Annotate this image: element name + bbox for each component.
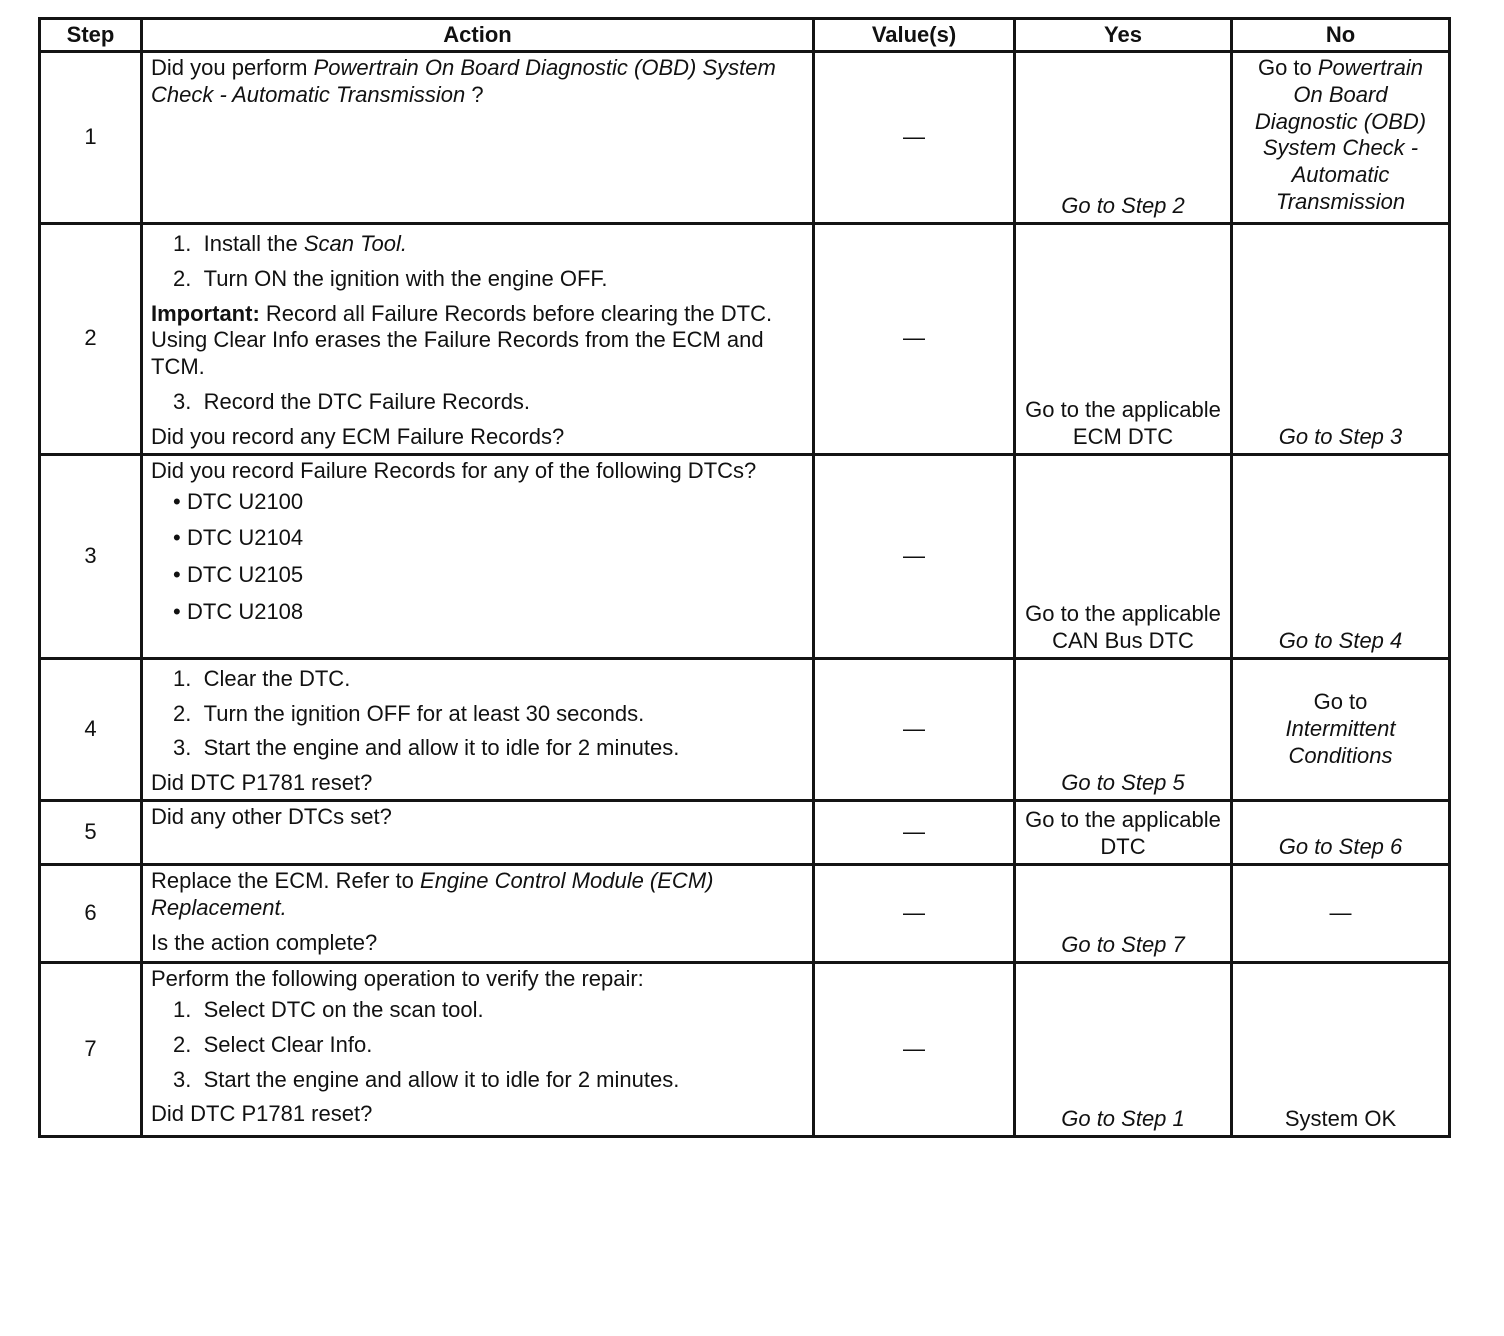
action-cell (142, 865, 814, 963)
important-note (151, 301, 804, 381)
action-cell (142, 658, 814, 800)
procedure-reference: Intermittent Conditions (1285, 716, 1396, 768)
action-text: Replace the ECM. Refer to Engine Control Module (ECM) Replacement. (151, 868, 714, 920)
action-cell (142, 963, 814, 1137)
action-text: ? (465, 81, 484, 107)
list-item: • DTC U2108 (173, 599, 304, 625)
header-action: Action (142, 19, 814, 52)
value-cell: — (814, 658, 1015, 800)
step-number: 2 (40, 224, 142, 455)
table-row (40, 801, 1450, 865)
action-question: Did DTC P1781 reset? (151, 1101, 373, 1127)
yes-cell: Go to the applicable ECM DTC (1015, 224, 1232, 455)
diagnostic-table (38, 17, 1451, 1138)
step-number: 5 (40, 801, 142, 865)
bullet-icon: • (173, 599, 181, 625)
yes-cell: Go to the applicable CAN Bus DTC (1015, 454, 1232, 658)
important-text: Record all Failure Records before clearing the DTC. Using Clear Info erases the Failure Records from the ECM and TCM. (151, 300, 773, 380)
yes-cell: Go to Step 7 (1015, 865, 1232, 963)
action-steps-list (151, 231, 804, 293)
header-yes: Yes (1015, 19, 1232, 52)
list-item: 1. Install the Scan Tool. (173, 231, 408, 256)
action-steps-list (151, 666, 804, 762)
list-item: 1. Select DTC on the scan tool. (173, 996, 484, 1022)
yes-cell: Go to Step 2 (1015, 52, 1232, 224)
bullet-icon: • (173, 488, 181, 514)
step-number: 4 (40, 658, 142, 800)
action-text: Did you perform (151, 55, 314, 80)
list-item: • DTC U2104 (173, 525, 304, 551)
procedure-reference: Powertrain On Board Diagnostic (OBD) System Check - Automatic Transmission (151, 55, 776, 107)
no-cell: Go to Step 4 (1232, 454, 1450, 658)
step-number: 6 (40, 865, 142, 963)
header-step: Step (40, 19, 142, 52)
action-cell (142, 52, 814, 224)
no-cell: Go to Step 6 (1232, 801, 1450, 865)
procedure-reference: Powertrain On Board Diagnostic (OBD) System Check - Automatic Transmission (1254, 55, 1427, 215)
list-item: 2. Select Clear Info. (173, 1031, 373, 1057)
no-text: Go to (1313, 689, 1368, 715)
value-cell: — (814, 801, 1015, 865)
list-item: • DTC U2100 (173, 488, 304, 514)
table-header (40, 19, 1450, 52)
action-cell (142, 224, 814, 455)
bullet-icon: • (173, 562, 181, 588)
value-cell: — (814, 963, 1015, 1137)
table-row (40, 658, 1450, 800)
list-item: 3. Start the engine and allow it to idle for 2 minutes. (173, 1066, 680, 1092)
step-number: 7 (40, 963, 142, 1137)
action-cell (142, 801, 814, 865)
value-cell: — (814, 224, 1015, 455)
table-row (40, 963, 1450, 1137)
step-number: 3 (40, 454, 142, 658)
header-row (40, 19, 1450, 52)
header-values: Value(s) (814, 19, 1015, 52)
list-item: • DTC U2105 (173, 562, 304, 588)
value-cell: — (814, 865, 1015, 963)
list-item: 3. Start the engine and allow it to idle for 2 minutes. (173, 735, 680, 761)
action-intro: Perform the following operation to verify the repair: (151, 966, 644, 992)
no-cell: Go to Step 3 (1232, 224, 1450, 455)
step-number: 1 (40, 52, 142, 224)
no-cell: System OK (1232, 963, 1450, 1137)
action-question: Is the action complete? (151, 929, 378, 955)
important-label: Important: (151, 300, 260, 326)
yes-cell: Go to the applicable DTC (1015, 801, 1232, 865)
procedure-reference: Engine Control Module (ECM) Replacement. (151, 868, 714, 920)
value-cell: — (814, 454, 1015, 658)
bullet-icon: • (173, 525, 181, 551)
no-text: Go to (1257, 55, 1318, 80)
header-no: No (1232, 19, 1450, 52)
yes-cell: Go to Step 1 (1015, 963, 1232, 1137)
action-question: Did any other DTCs set? (151, 804, 392, 830)
value-cell: — (814, 52, 1015, 224)
list-item: 3. Record the DTC Failure Records. (173, 389, 531, 415)
table-row (40, 224, 1450, 455)
no-cell (1232, 658, 1450, 800)
no-cell: — (1232, 865, 1450, 963)
action-steps-list (151, 389, 804, 416)
list-item: 2. Turn the ignition OFF for at least 30 seconds. (173, 700, 645, 726)
action-steps-list (151, 997, 804, 1093)
list-item: 2. Turn ON the ignition with the engine OFF. (173, 265, 608, 291)
table-row (40, 865, 1450, 963)
table-row (40, 454, 1450, 658)
yes-cell: Go to Step 5 (1015, 658, 1232, 800)
table-row (40, 52, 1450, 224)
action-cell (142, 454, 814, 658)
action-question: Did you record Failure Records for any of the following DTCs? (151, 457, 757, 483)
no-cell (1232, 52, 1450, 224)
action-question: Did you record any ECM Failure Records? (151, 423, 565, 449)
dtc-list (151, 489, 804, 626)
action-question: Did DTC P1781 reset? (151, 770, 373, 796)
list-item: 1. Clear the DTC. (173, 665, 351, 691)
